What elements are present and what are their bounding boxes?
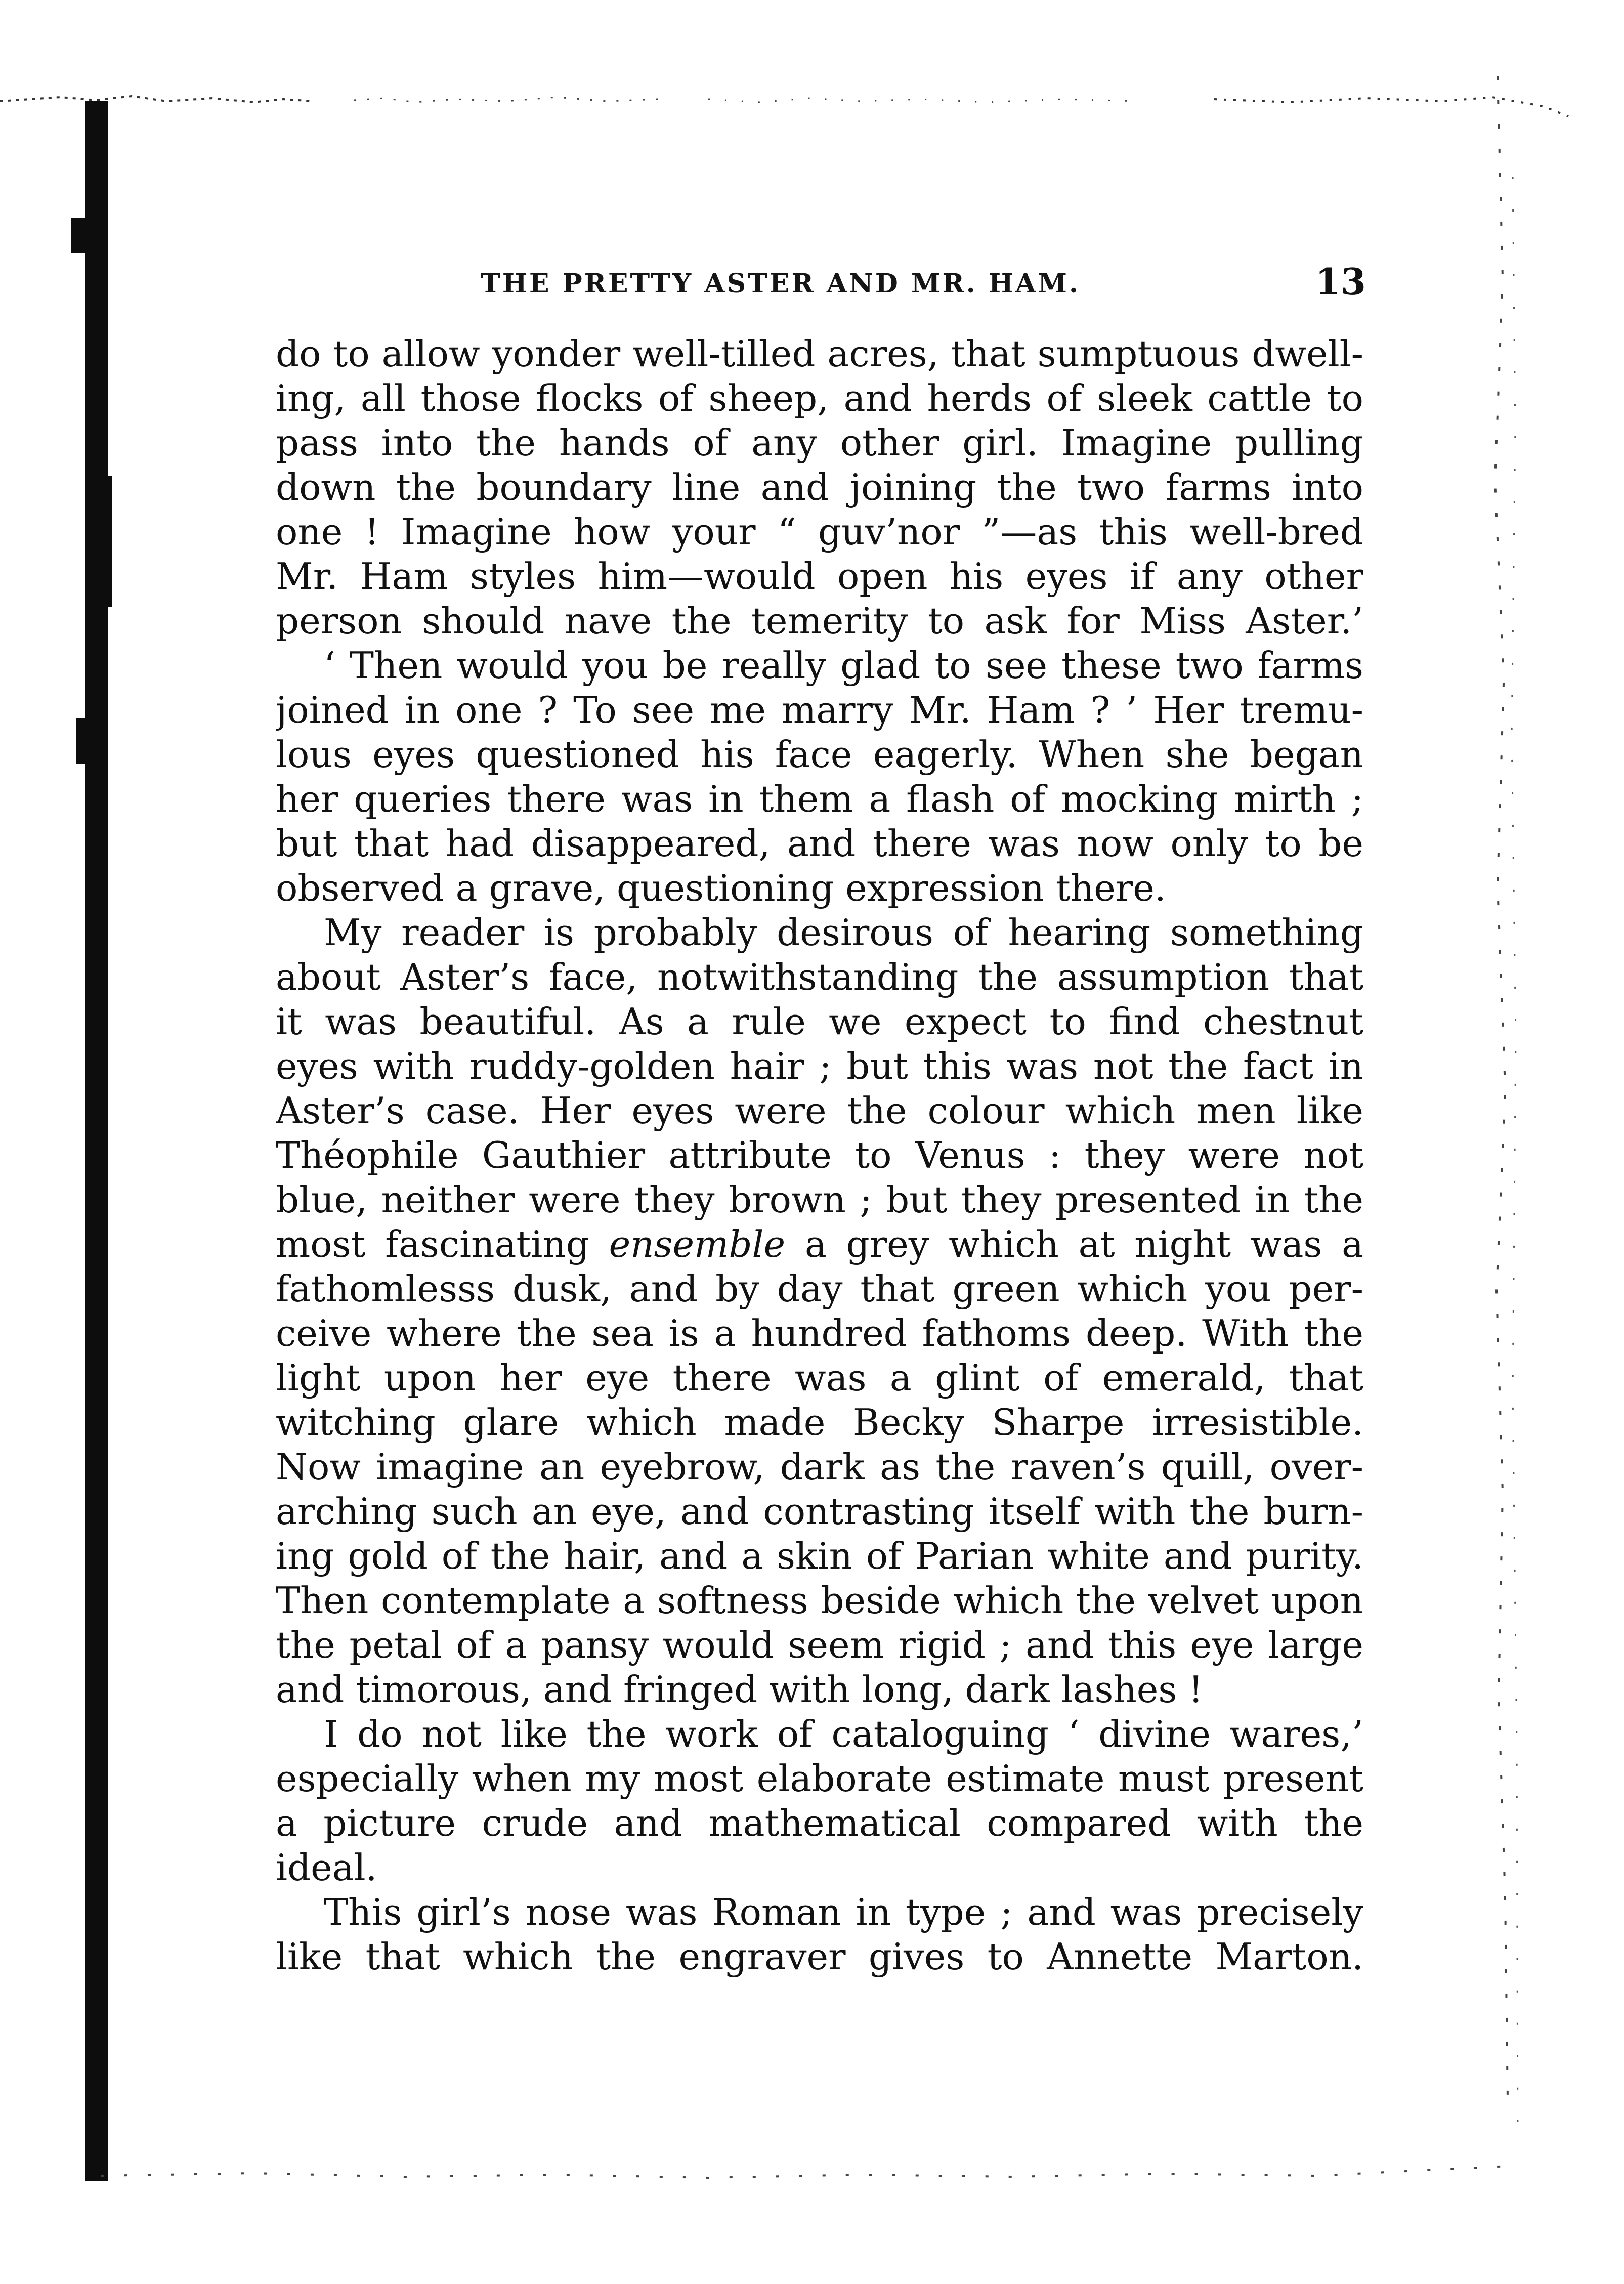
text-line: lous eyes questioned his face eagerly. When she began: [276, 733, 1363, 776]
text-line: My reader is probably desirous of hearing something: [324, 911, 1363, 954]
text-line: witching glare which made Becky Sharpe irresistible.: [276, 1401, 1363, 1444]
text-line: ing gold of the hair, and a skin of Parian white and purity.: [276, 1535, 1363, 1577]
text-line: ideal.: [276, 1846, 377, 1889]
right-scan-edge-noise: [1467, 76, 1528, 2186]
text-line: and timorous, and fringed with long, dark lashes !: [276, 1668, 1204, 1711]
text-line: ceive where the sea is a hundred fathoms deep. With the: [276, 1312, 1363, 1355]
page-number: 13: [1315, 260, 1366, 303]
text-line: pass into the hands of any other girl. Imagine pulling: [276, 421, 1363, 464]
text-line: joined in one ? To see me marry Mr. Ham ? ’ Her tremu-: [276, 689, 1363, 731]
text-segment: most fascinating: [276, 1223, 589, 1265]
italic-word: ensemble: [609, 1223, 786, 1265]
text-line: but that had disappeared, and there was now only to be: [276, 822, 1363, 865]
text-line: Mr. Ham styles him—would open his eyes if any other: [276, 555, 1363, 598]
running-title: THE PRETTY ASTER AND MR. HAM.: [481, 268, 1081, 299]
text-line: Théophile Gauthier attribute to Venus : they were not: [276, 1134, 1363, 1176]
bottom-scan-edge-noise: [101, 2145, 1518, 2191]
text-line: fathomlesss dusk, and by day that green which you per-: [276, 1267, 1363, 1310]
text-line: person should nave the temerity to ask for Miss Aster.’: [276, 600, 1363, 642]
text-line: like that which the engraver gives to Annette Marton.: [276, 1935, 1363, 1978]
text-line: This girl’s nose was Roman in type ; and was precisely: [324, 1891, 1363, 1933]
text-line: especially when my most elaborate estimate must present: [276, 1757, 1363, 1800]
text-line: down the boundary line and joining the two farms into: [276, 466, 1363, 509]
running-header: [283, 258, 1366, 314]
text-line: ing, all those flocks of sheep, and herds of sleek cattle to: [276, 377, 1363, 419]
text-line: about Aster’s face, notwithstanding the assumption that: [276, 956, 1363, 998]
text-line-with-italic: [276, 1222, 1363, 1266]
binding-mark: [76, 718, 88, 764]
text-segment: a grey which at night was a: [804, 1223, 1363, 1265]
text-line: light upon her eye there was a glint of emerald, that: [276, 1357, 1363, 1399]
text-line: her queries there was in them a flash of mocking mirth ;: [276, 778, 1363, 820]
text-line: arching such an eye, and contrasting itself with the burn-: [276, 1490, 1363, 1533]
binding-mark: [107, 476, 112, 607]
text-line: Aster’s case. Her eyes were the colour which men like: [276, 1089, 1363, 1132]
text-line: a picture crude and mathematical compared with the: [276, 1802, 1363, 1844]
text-line: it was beautiful. As a rule we expect to find chestnut: [276, 1000, 1363, 1043]
body-text: [276, 331, 1363, 1979]
text-line: blue, neither were they brown ; but they presented in the: [276, 1178, 1363, 1221]
binding-shadow: [85, 101, 108, 2181]
top-scan-edge-noise: [0, 86, 1624, 132]
text-line: eyes with ruddy-golden hair ; but this was not the fact in: [276, 1045, 1363, 1087]
text-line: Then contemplate a softness beside which the velvet upon: [276, 1579, 1363, 1622]
text-line: observed a grave, questioning expression there.: [276, 867, 1166, 909]
text-line: ‘ Then would you be really glad to see these two farms: [324, 644, 1363, 687]
text-line: one ! Imagine how your “ guv’nor ”—as this well-bred: [276, 511, 1363, 553]
binding-mark: [71, 218, 86, 253]
text-line: do to allow yonder well-tilled acres, that sumptuous dwell-: [276, 332, 1363, 375]
text-line: the petal of a pansy would seem rigid ; and this eye large: [276, 1624, 1363, 1666]
text-line: Now imagine an eyebrow, dark as the raven’s quill, over-: [276, 1446, 1363, 1488]
text-line: I do not like the work of cataloguing ‘ divine wares,’: [324, 1713, 1363, 1755]
